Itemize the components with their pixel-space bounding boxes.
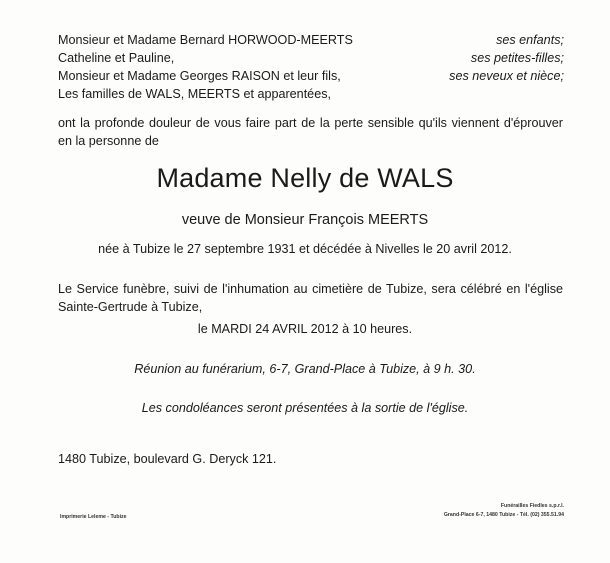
intro-paragraph: ont la profonde douleur de vous faire part de la perte sensible qu'ils viennent d'éprouver en la personne de [58,116,563,148]
service-paragraph: Le Service funèbre, suivi de l'inhumation au cimetière de Tubize, sera célébré en l'église Sainte-Gertrude à Tubize, [58,282,563,314]
family-line [58,68,564,84]
family-relation: ses petites-filles; [470,51,564,65]
family-relation: ses enfants; [496,33,564,47]
family-line [58,86,564,102]
funeral-home-address: Grand-Place 6-7, 1480 Tubize - Tél. (02) 355.51.94 [443,512,564,518]
meeting-line: Réunion au funérarium, 6-7, Grand-Place à Tubize, à 9 h. 30. [134,362,476,376]
family-name: Monsieur et Madame Bernard HORWOOD-MEERTS [58,33,353,47]
widow-of-line: veuve de Monsieur François MEERTS [181,212,429,228]
address-line: 1480 Tubize, boulevard G. Deryck 121. [58,452,277,466]
family-name: Les familles de WALS, MEERTS et apparentées, [58,87,331,101]
funeral-home-name: Funérailles Fiedles s.p.r.l. [500,503,564,509]
family-name: Catheline et Pauline, [58,51,175,65]
printer-credit: Imprimerie Leleme - Tubize [60,514,127,520]
family-line [58,50,564,66]
family-name: Monsieur et Madame Georges RAISON et leur fils, [58,69,341,83]
condolences-line: Les condoléances seront présentées à la sortie de l'église. [141,401,469,415]
family-relation: ses neveux et nièce; [449,69,564,83]
deceased-name: Madame Nelly de WALS [156,163,454,193]
service-date: le MARDI 24 AVRIL 2012 à 10 heures. [197,322,413,336]
birth-death-dates: née à Tubize le 27 septembre 1931 et décédée à Nivelles le 20 avril 2012. [98,242,512,256]
family-line [58,32,564,48]
